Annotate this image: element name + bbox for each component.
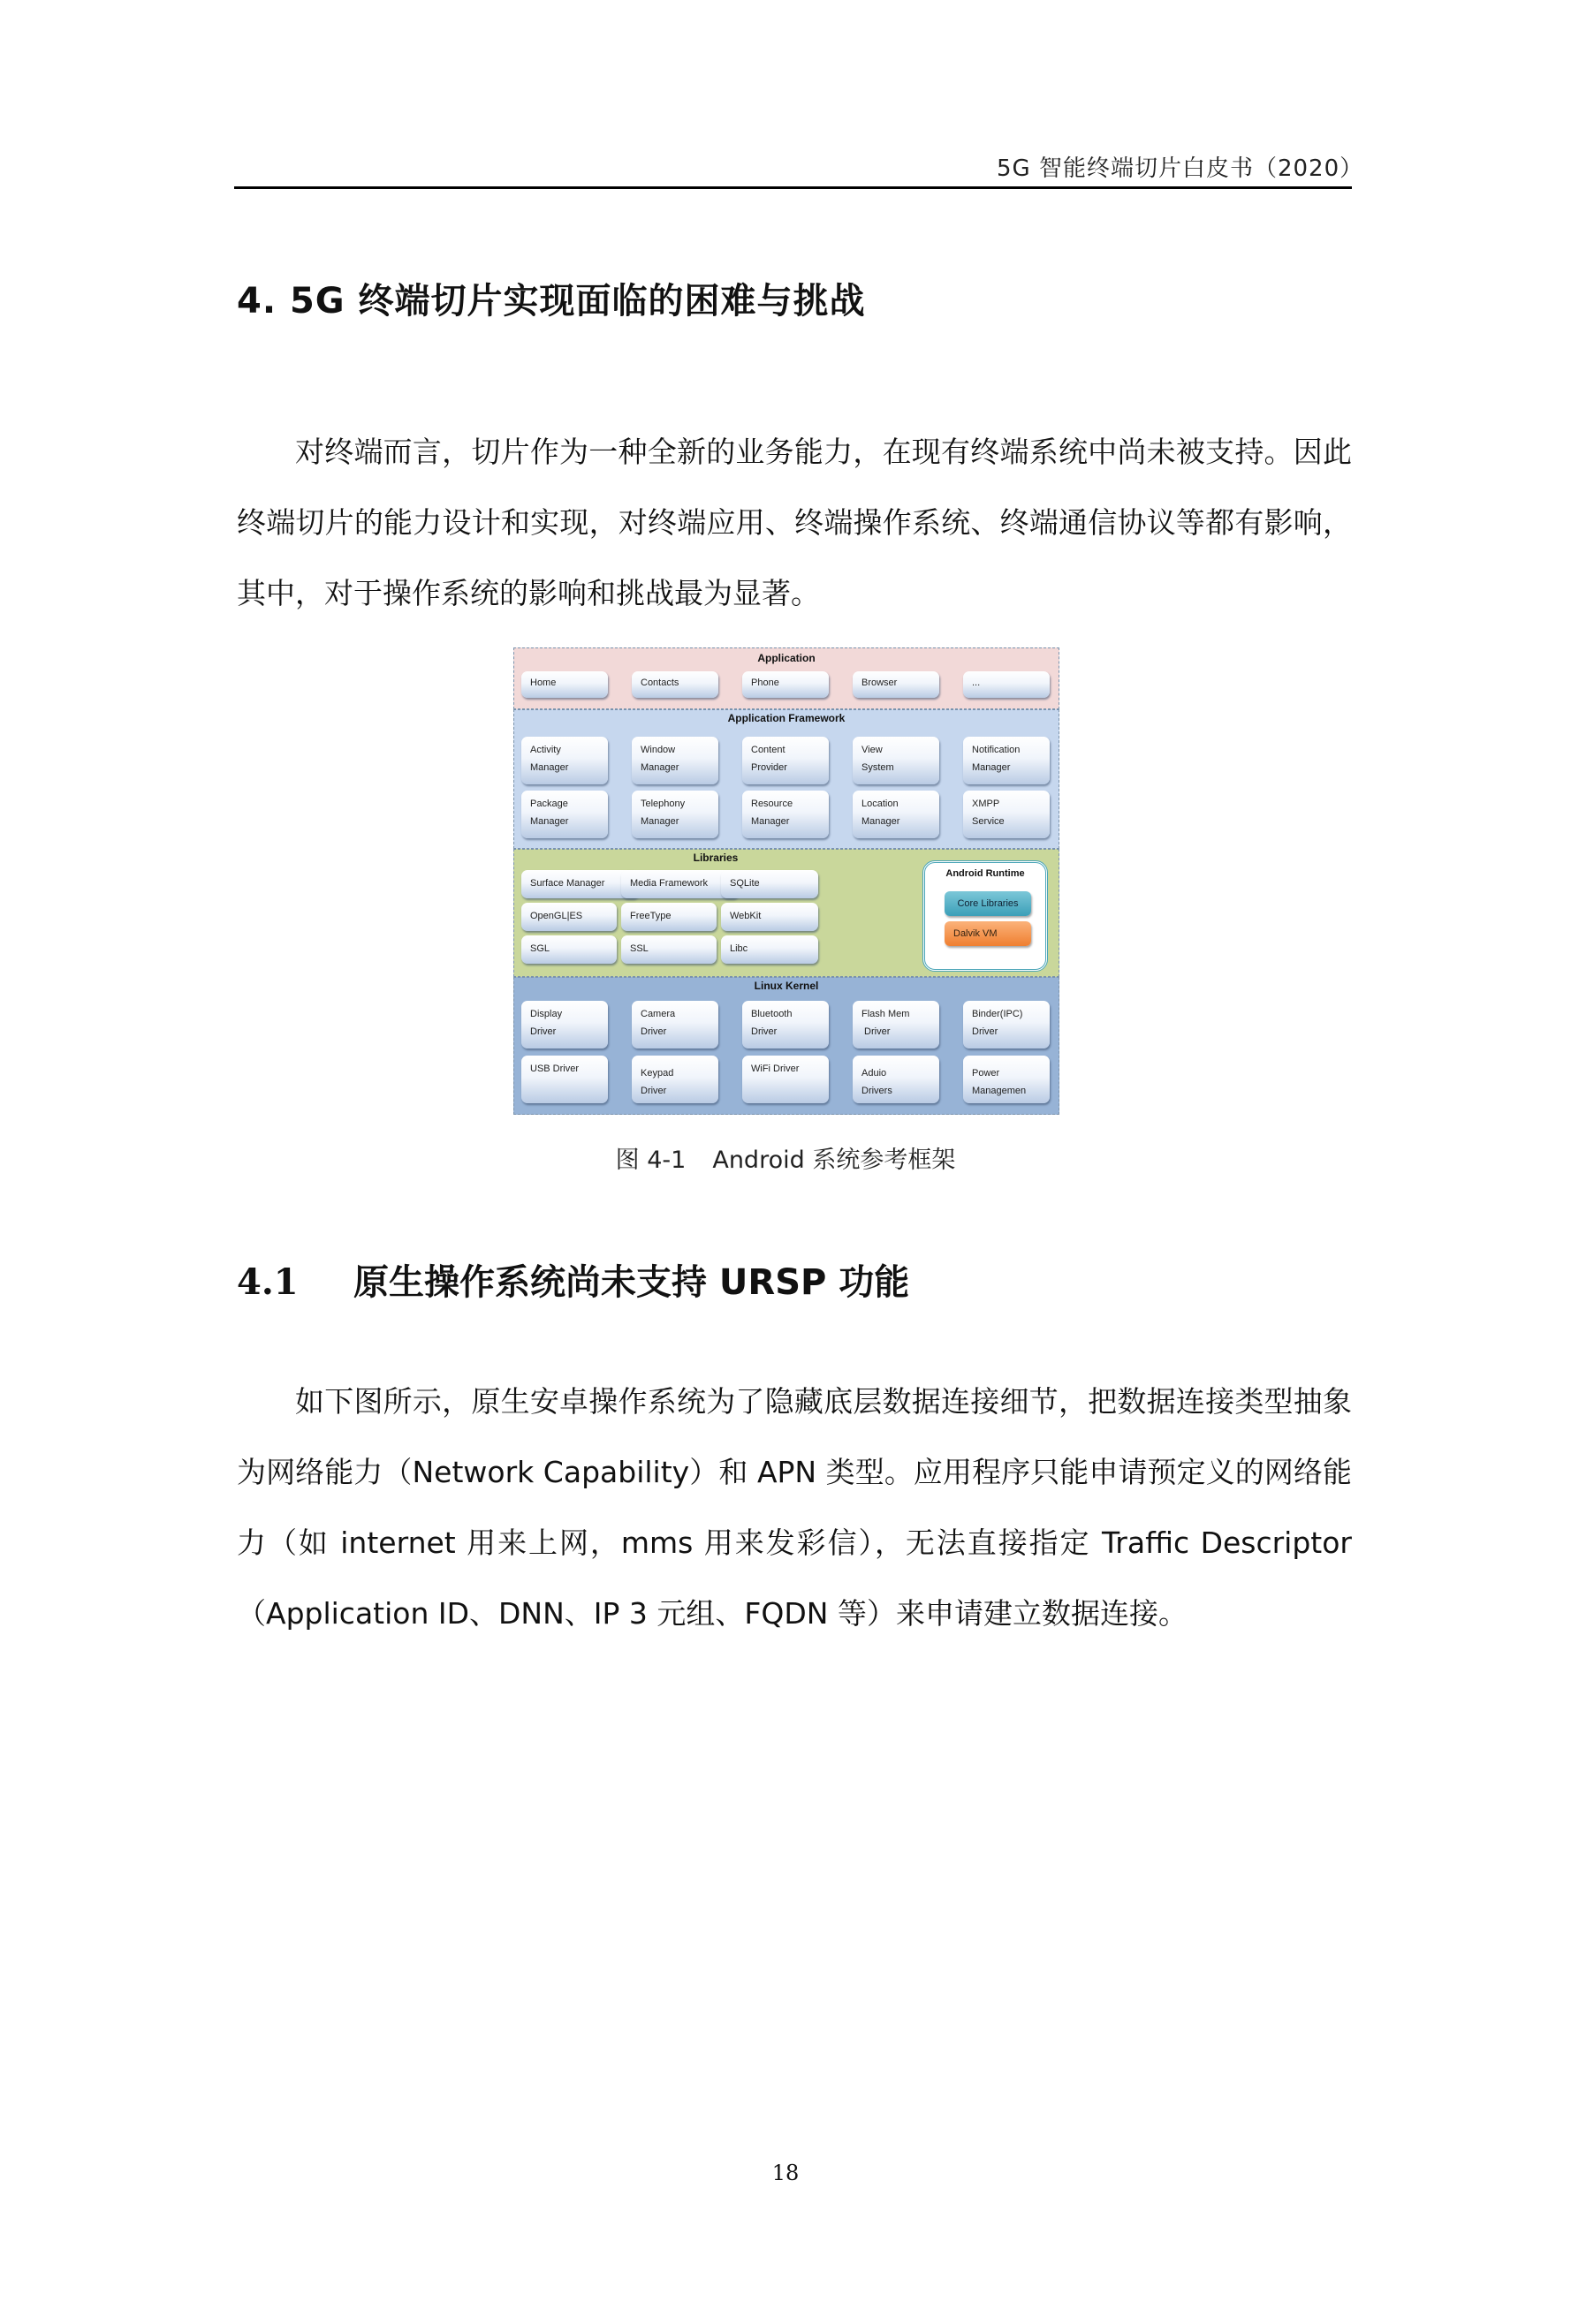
box-line: Telephony [641,799,686,809]
box-line: Driver [861,1026,891,1037]
app-home[interactable]: Home [521,671,608,698]
figure-caption-number: 图 4-1 [615,1147,687,1174]
framework-layer [513,709,1059,849]
box-line: Manager [861,816,900,827]
app-phone[interactable]: Phone [742,671,829,698]
framework-layer-title: Application Framework [727,712,846,724]
lib-webkit[interactable]: WebKit [721,903,818,931]
box-line: Resource [751,799,793,809]
kernel-binder-ipc-driver[interactable] [963,1001,1050,1048]
page-number: 18 [771,2161,800,2185]
box-line: Location [861,799,899,809]
box-line: Manager [751,816,790,827]
box-line: Window [641,745,676,755]
kernel-keypad-driver[interactable] [632,1056,718,1103]
kernel-display-driver[interactable] [521,1001,608,1048]
box-line: USB Driver [530,1064,580,1074]
fw-telephony-manager[interactable] [632,791,718,838]
box-line: Driver [641,1026,667,1037]
box-line: Driver [530,1026,557,1037]
fw-content-provider[interactable] [742,737,829,784]
box-line: Provider [751,762,787,773]
core-libraries[interactable]: Core Libraries [945,891,1031,916]
kernel-power-management[interactable] [963,1056,1050,1103]
kernel-usb-driver[interactable] [521,1056,608,1103]
box-line: Keypad [641,1068,674,1079]
section-4-1-title: 原生操作系统尚未支持 URSP 功能 [353,1262,910,1303]
fw-view-system[interactable] [853,737,939,784]
box-line: Manager [641,762,679,773]
box-line: Manager [530,762,569,773]
running-header: 5G 智能终端切片白皮书（2020） [997,155,1364,182]
box-line: Driver [641,1086,667,1096]
box-line: Service [972,816,1005,827]
kernel-camera-driver[interactable] [632,1001,718,1048]
lib-libc[interactable]: Libc [721,935,818,964]
section-4-heading: 4. 5G 终端切片实现面临的困难与挑战 [237,281,866,322]
kernel-wifi-driver[interactable] [742,1056,829,1103]
lib-media-framework[interactable]: Media Framework [621,870,739,898]
section-4-paragraph: 对终端而言，切片作为一种全新的业务能力，在现有终端系统中尚未被支持。因此终端切片的能力设计和实现，对终端应用、终端操作系统、终端通信协议等都有影响，其中，对于操作系统的影响和挑战最为显著。 [237,435,1352,610]
box-line: Notification [972,745,1021,755]
android-runtime-title: Android Runtime [945,868,1025,879]
application-layer [513,647,1059,709]
box-line: System [861,762,894,773]
kernel-audio-drivers[interactable] [853,1056,939,1103]
fw-location-manager[interactable] [853,791,939,838]
lib-ssl[interactable]: SSL [621,935,717,964]
fw-xmpp-service[interactable] [963,791,1050,838]
app-more[interactable]: ... [963,671,1050,698]
box-line: Package [530,799,568,809]
kernel-layer-title: Linux Kernel [754,980,819,992]
libraries-layer [513,849,1059,977]
section-4-1-heading [237,1254,909,1305]
lib-opengl-es[interactable]: OpenGL|ES [521,903,617,931]
box-line: Aduio [861,1068,887,1079]
box-line: Managemen [972,1086,1027,1096]
box-line: Flash Mem [861,1009,910,1019]
app-browser[interactable]: Browser [853,671,939,698]
box-line: XMPP [972,799,1000,809]
lib-sgl[interactable]: SGL [521,935,617,964]
box-line: Driver [751,1026,778,1037]
fw-notification-manager[interactable] [963,737,1050,784]
dalvik-vm[interactable]: Dalvik VM [945,921,1031,946]
box-line: Driver [972,1026,998,1037]
application-layer-title: Application [757,652,816,664]
section-4-1-paragraph: 如下图所示，原生安卓操作系统为了隐藏底层数据连接细节，把数据连接类型抽象为网络能力（Network Capability）和 APN 类型。应用程序只能申请预定义的网络能力（如 internet 用来上网，mms 用来发彩信），无法直接指定 Traffic Descriptor（Application ID、DNN、IP 3 元组、FQDN 等）来申请建立数据连接。 [237,1384,1352,1631]
box-line: Manager [530,816,569,827]
box-line: Content [751,745,786,755]
fw-window-manager[interactable] [632,737,718,784]
box-line: Manager [972,762,1011,773]
kernel-layer [513,977,1059,1115]
lib-surface-manager[interactable]: Surface Manager [521,870,639,898]
figure-caption-text: Android 系统参考框架 [712,1147,956,1174]
fw-package-manager[interactable] [521,791,608,838]
box-line: Drivers [861,1086,892,1096]
box-line: Bluetooth [751,1009,793,1019]
box-line: Camera [641,1009,676,1019]
android-architecture-diagram [513,647,1061,1115]
box-line: Manager [641,816,679,827]
lib-freetype[interactable]: FreeType [621,903,717,931]
kernel-flash-mem-driver[interactable] [853,1001,939,1048]
libraries-layer-title: Libraries [693,852,739,864]
box-line: Power [972,1068,1000,1079]
box-line: Activity [530,745,561,755]
lib-sqlite[interactable]: SQLite [721,870,818,898]
android-runtime [922,860,1048,972]
kernel-bluetooth-driver[interactable] [742,1001,829,1048]
box-line: Display [530,1009,563,1019]
box-line: View [861,745,883,755]
fw-activity-manager[interactable] [521,737,608,784]
figure-caption [0,1140,1571,1175]
fw-resource-manager[interactable] [742,791,829,838]
section-4-1-number: 4.1 [237,1261,299,1303]
header-rule [234,186,1352,189]
box-line: Binder(IPC) [972,1009,1023,1019]
app-contacts[interactable]: Contacts [632,671,718,698]
box-line: WiFi Driver [751,1064,800,1074]
